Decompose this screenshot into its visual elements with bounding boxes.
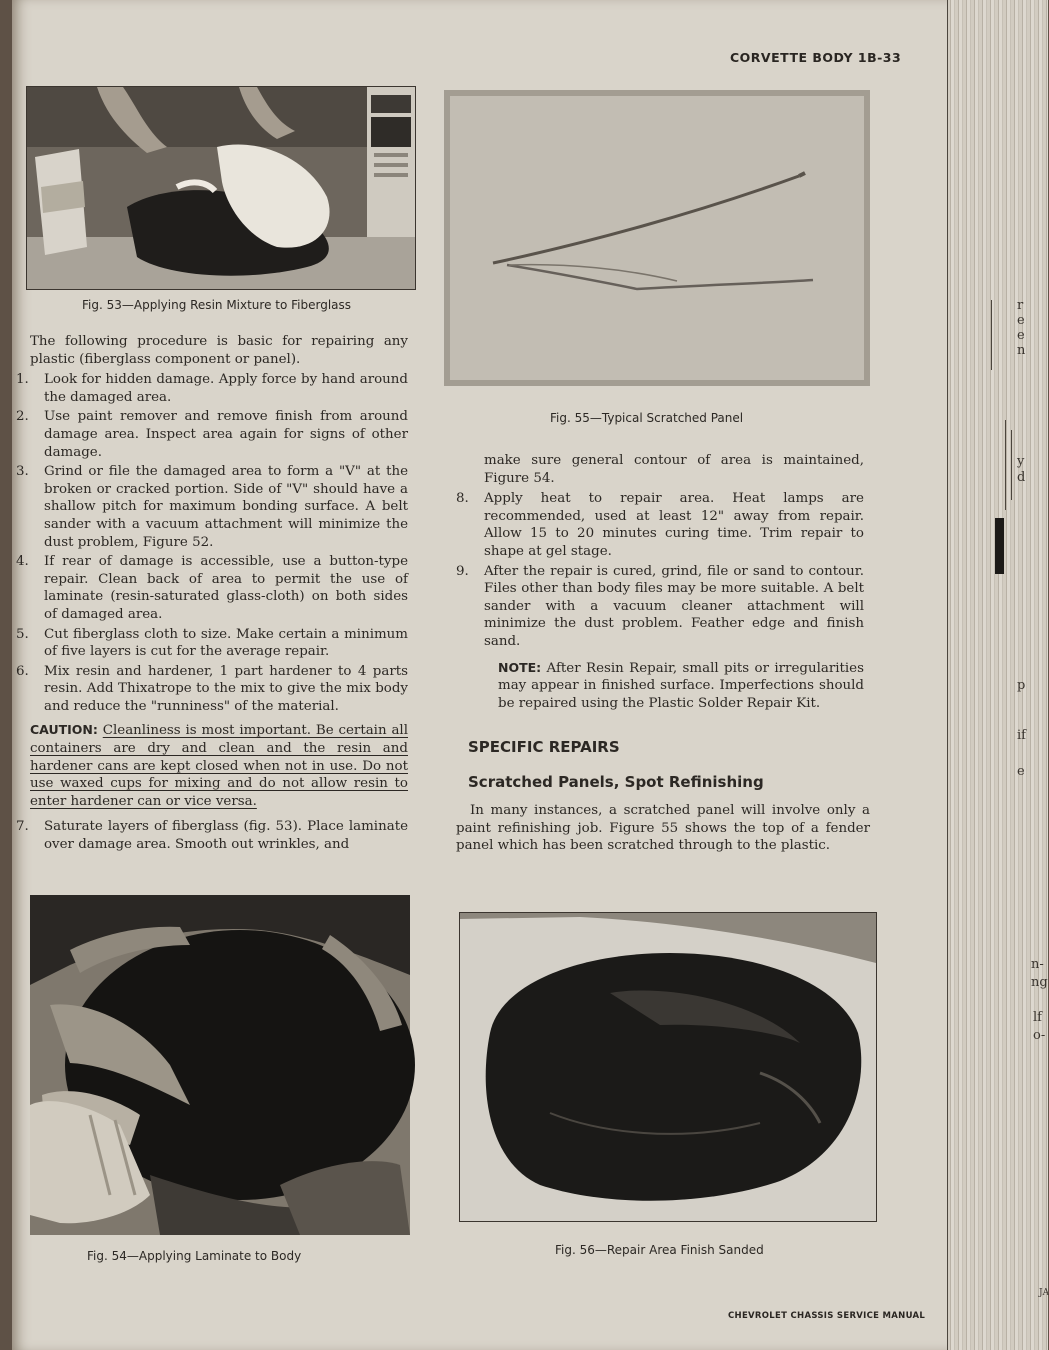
edge-text: e — [1017, 328, 1025, 343]
edge-text: lf — [1033, 1010, 1042, 1025]
figure-55-caption: Fig. 55—Typical Scratched Panel — [550, 411, 744, 425]
figure-56-photo — [459, 912, 877, 1222]
step-6: 6. Mix resin and hardener, 1 part hardener to 4 parts resin. Add Thixatrope to the mix to give the mix body and reduce the "runniness" of the material. — [16, 663, 408, 714]
page-footer: CHEVROLET CHASSIS SERVICE MANUAL — [728, 1311, 926, 1321]
edge-text: if — [1017, 728, 1026, 743]
step-8: 8. Apply heat to repair area. Heat lamps are recommended, used at least 12" away from repair. Allow 15 to 20 minutes curing time. Trim repair to shape at gel stage. — [456, 491, 864, 559]
edge-text: JA — [1039, 1288, 1049, 1298]
edge-text: ng — [1031, 975, 1048, 990]
figure-56-caption: Fig. 56—Repair Area Finish Sanded — [555, 1243, 764, 1257]
manual-page — [12, 0, 947, 1350]
heading-scratched-panels: Scratched Panels, Spot Refinishing — [468, 773, 764, 791]
step-9: 9. After the repair is cured, grind, file or sand to contour. Files other than body files may be more suitable. A belt sander with a vacuum cleaner attachment will minimize the dust problem. Feather edge and finish sand. — [456, 563, 864, 649]
step-1: 1. Look for hidden damage. Apply force by hand around the damaged area. — [16, 372, 408, 405]
figure-55-photo — [446, 92, 868, 384]
left-column — [16, 333, 408, 856]
caution-block — [30, 721, 408, 810]
scratched-paragraph-wrap — [456, 802, 870, 858]
step-4: 4. If rear of damage is accessible, use a button-type repair. Clean back of area to permit the use of laminate (resin-saturated glass-cloth) on both sides of damaged area. — [16, 554, 408, 622]
figure-53-caption: Fig. 53—Applying Resin Mixture to Fiberglass — [82, 298, 352, 312]
edge-text: o- — [1033, 1028, 1046, 1043]
note-label: NOTE: — [498, 659, 542, 675]
edge-text: p — [1017, 678, 1026, 693]
caution-label: CAUTION: — [30, 722, 98, 738]
edge-text: y — [1017, 454, 1025, 469]
stacked-page-edges — [947, 0, 1048, 1350]
heading-specific-repairs: SPECIFIC REPAIRS — [468, 738, 620, 756]
edge-text: r — [1017, 298, 1024, 313]
right-column — [456, 452, 864, 715]
edge-text: e — [1017, 764, 1025, 779]
step-2: 2. Use paint remover and remove finish from around damage area. Inspect area again for signs of other damage. — [16, 409, 408, 460]
edge-text: d — [1017, 470, 1026, 485]
step-5: 5. Cut fiberglass cloth to size. Make certain a minimum of five layers is cut for the average repair. — [16, 626, 408, 660]
continuation-paragraph: make sure general contour of area is maintained, Figure 54. — [484, 453, 864, 486]
intro-paragraph: The following procedure is basic for repairing any plastic (fiberglass component or panel). — [30, 334, 408, 367]
figure-54-caption: Fig. 54—Applying Laminate to Body — [87, 1249, 302, 1263]
figure-53-photo — [26, 86, 416, 290]
edge-text: e — [1017, 313, 1025, 328]
edge-text: n — [1017, 343, 1026, 358]
note-block — [470, 659, 864, 713]
step-7: 7. Saturate layers of fiberglass (fig. 53). Place laminate over damage area. Smooth out wrinkles, and — [16, 819, 408, 853]
index-tab — [995, 518, 1004, 574]
edge-text: n- — [1031, 957, 1044, 972]
figure-54-photo — [30, 895, 410, 1235]
scratched-paragraph: In many instances, a scratched panel will involve only a paint refinishing job. Figure 55 shows the top of a fender panel which has been scratched through to the plastic. — [456, 803, 870, 854]
page-header: CORVETTE BODY 1B-33 — [730, 50, 902, 65]
note-text: After Resin Repair, small pits or irregularities may appear in finished surface. Imperfections should be repaired using the Plastic Solder Repair Kit. — [498, 660, 864, 711]
caution-text: Cleanliness is most important. Be certain all containers are dry and clean and the resin and hardener cans are kept closed when not in use. Do not use waxed cups for mixing and do not allow resin to enter hardener can or vice versa. — [30, 723, 408, 809]
step-3: 3. Grind or file the damaged area to form a "V" at the broken or cracked portion. Side of "V" should have a shallow pitch for maximum bonding surface. A belt sander with a vacuum attachment will minimize the dust problem, Figure 52. — [16, 464, 408, 550]
